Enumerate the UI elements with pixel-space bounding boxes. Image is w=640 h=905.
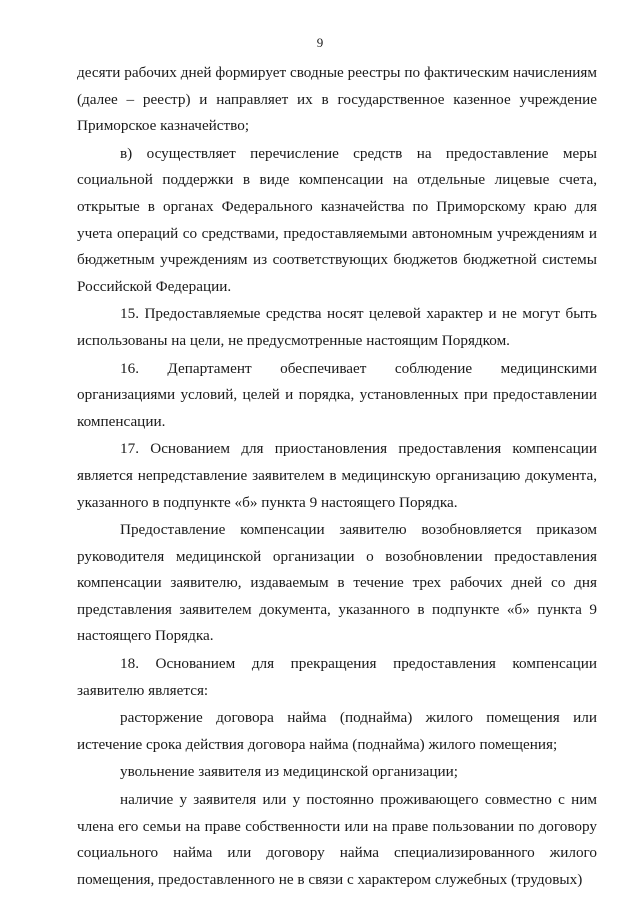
page-number: 9 — [316, 35, 324, 50]
paragraph-continuation: десяти рабочих дней формирует сводные реестры по фактическим начислениям (далее – реестр) и направляет их в государственное казенное учреждение Приморское казначейство; — [77, 64, 597, 135]
paragraph-17: 17. Основанием для приостановления предоставления компенсации является непредставление заявителем в медицинскую организацию документа, указанного в подпункте «б» пункта 9 настоящего Порядка. — [77, 440, 597, 511]
paragraph-15: 15. Предоставляемые средства носят целевой характер и не могут быть использованы на цели, не предусмотренные настоящим Порядком. — [77, 305, 597, 349]
paragraph-resumption: Предоставление компенсации заявителю возобновляется приказом руководителя медицинской организации о возобновлении предоставления компенсации заявителю, издаваемым в течение трех рабочих дней со дня представления заявителем документа, указанного в подпункте «б» пункта 9 настоящего Порядка. — [77, 521, 597, 645]
paragraph-18: 18. Основанием для прекращения предоставления компенсации заявителю является: — [77, 655, 597, 699]
paragraph-18-item-ownership: наличие у заявителя или у постоянно проживающего совместно с ним члена его семьи на праве собственности или на праве пользовании по договору социального найма или договору найма специализированного жилого помещения, предоставленного не в связи с характером служебных (трудовых) — [77, 791, 597, 888]
paragraph-subitem-v: в) осуществляет перечисление средств на предоставление меры социальной поддержки в виде компенсации на отдельные лицевые счета, открытые в органах Федерального казначейства по Приморскому краю для учета операций со средствами, предоставляемыми автономным учреждениям и бюджетным учреждениям из соответствующих бюджетов бюджетной системы Российской Федерации. — [77, 144, 597, 295]
paragraph-18-item-lease-termination: расторжение договора найма (поднайма) жилого помещения или истечение срока действия договора найма (поднайма) жилого помещения; — [77, 709, 597, 753]
paragraph-18-item-dismissal: увольнение заявителя из медицинской организации; — [120, 763, 458, 781]
document-body — [77, 60, 597, 893]
paragraph-16: 16. Департамент обеспечивает соблюдение медицинскими организациями условий, целей и порядка, установленных при предоставлении компенсации. — [77, 359, 597, 430]
